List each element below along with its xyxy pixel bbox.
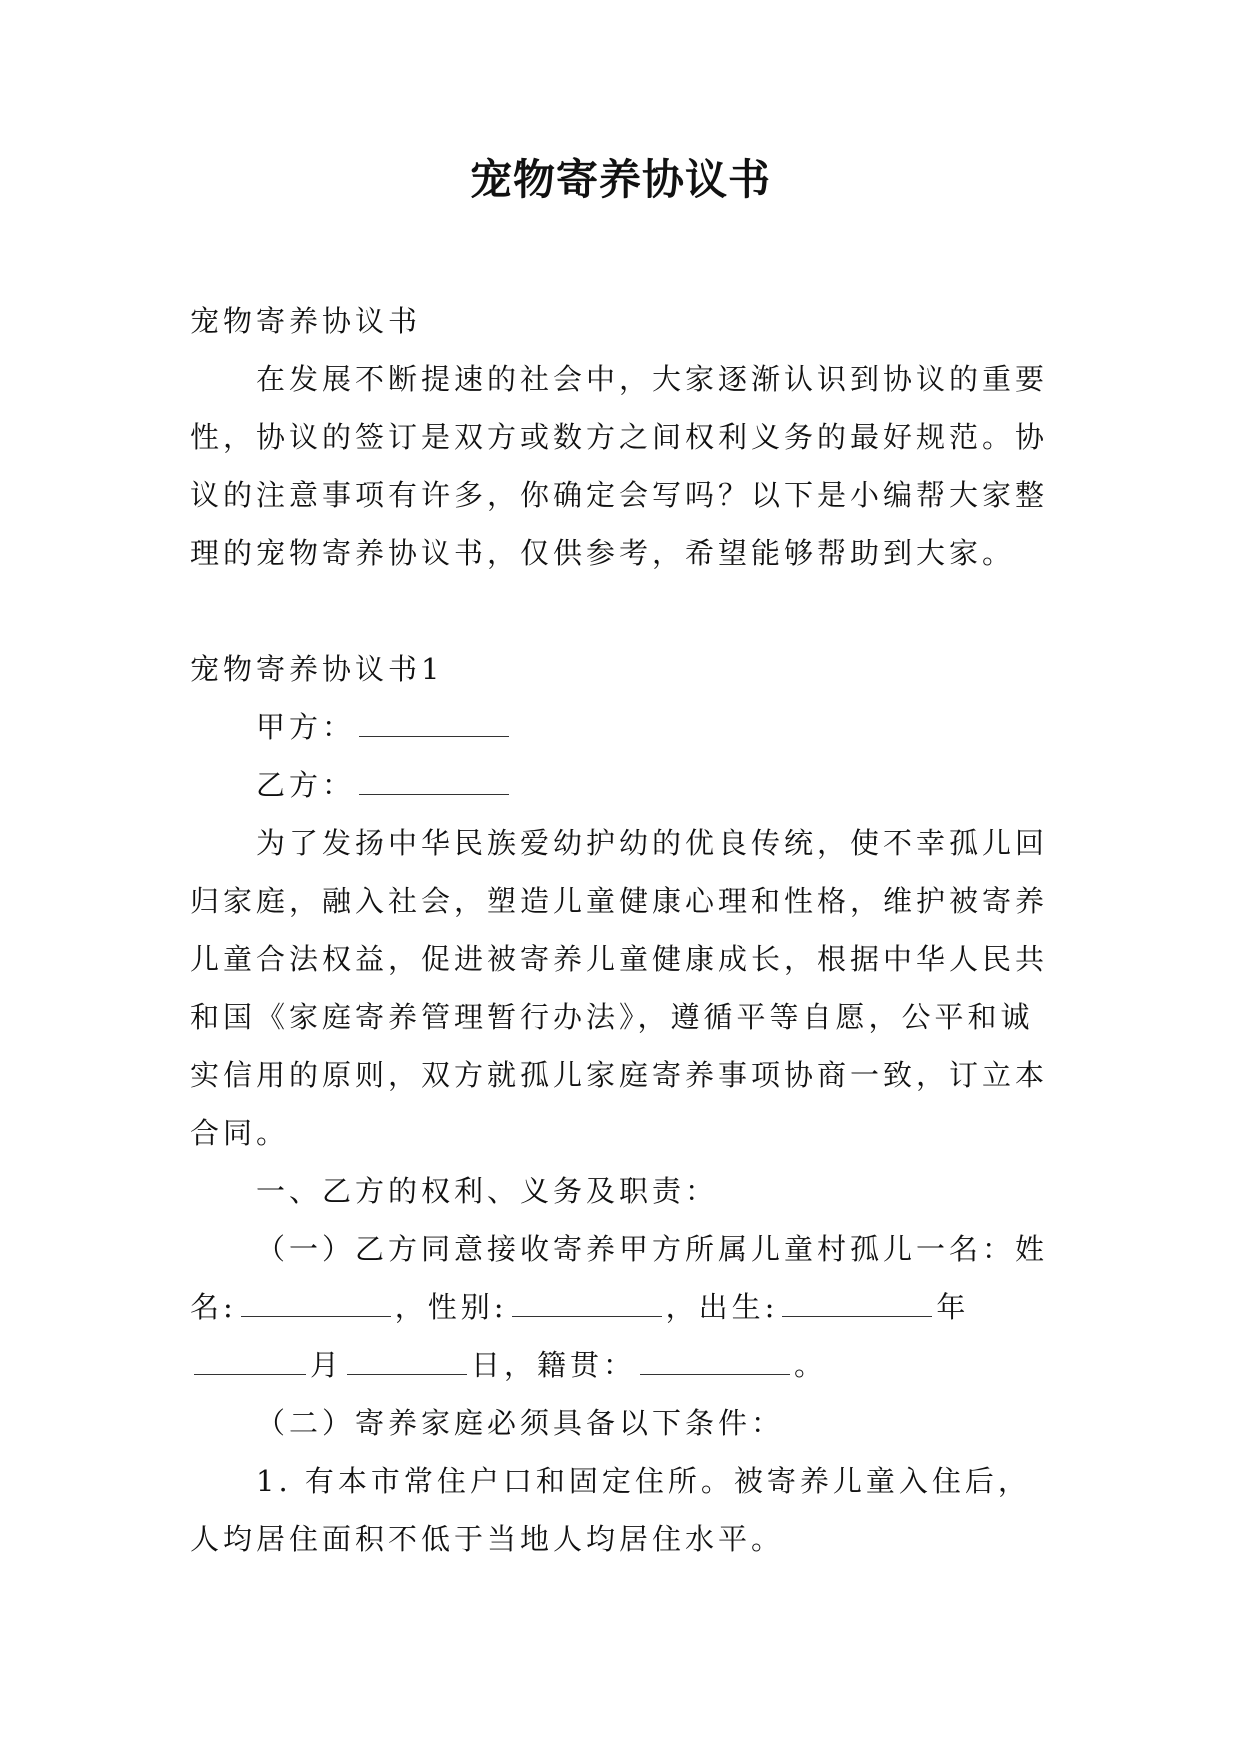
party-b-label: 乙方： [256, 768, 356, 802]
gender-label: ，性别: [394, 1290, 508, 1324]
party-b-blank [359, 770, 509, 795]
day-label: 日，籍贯： [471, 1348, 637, 1382]
section-heading: 宠物寄养协议书1 [190, 652, 444, 686]
paragraph-gap [190, 582, 1048, 640]
month-blank [194, 1350, 306, 1375]
clause-1-2-heading: （二）寄养家庭必须具备以下条件： [256, 1406, 785, 1440]
month-label: 月 [310, 1348, 344, 1382]
preamble-paragraph: 为了发扬中华民族爱幼护幼的优良传统，使不幸孤儿回归家庭，融入社会，塑造儿童健康心理和性格，维护被寄养儿童合法权益，促进被寄养儿童健康成长，根据中华人民共和国《家庭寄养管理暂行办法》，遵循平等自愿，公平和诚实信用的原则，双方就孤儿家庭寄养事项协商一致，订立本合同。 [190, 826, 1049, 1150]
gender-blank [512, 1292, 662, 1317]
intro-paragraph: 在发展不断提速的社会中，大家逐渐认识到协议的重要性，协议的签订是双方或数方之间权利义务的最好规范。协议的注意事项有许多，你确定会写吗？以下是小编帮大家整理的宠物寄养协议书，仅供参考，希望能够帮助到大家。 [190, 362, 1049, 570]
party-b-line [190, 756, 1048, 814]
party-a-label: 甲方： [256, 710, 356, 744]
document-body [190, 292, 1048, 1568]
clause-1-1-end: 。 [794, 1348, 828, 1382]
party-a-blank [359, 712, 509, 737]
year-label: 年 [936, 1290, 970, 1324]
party-a-line [190, 698, 1048, 756]
name-blank [241, 1292, 391, 1317]
birth-label: ，出生: [665, 1290, 779, 1324]
clause-1-1-lead: （一）乙方同意接收寄养甲方所属儿童村孤儿一名：姓名: [190, 1232, 1049, 1324]
document-subtitle: 宠物寄养协议书 [190, 304, 422, 338]
day-blank [347, 1350, 467, 1375]
origin-blank [640, 1350, 790, 1375]
clause-1-1-paragraph [190, 1220, 1048, 1394]
birth-blank [782, 1292, 932, 1317]
document-title: 宠物寄养协议书 [469, 155, 771, 204]
clause-1-heading: 一、乙方的权利、义务及职责： [256, 1174, 719, 1208]
item-1-paragraph: 1. 有本市常住户口和固定住所。被寄养儿童入住后，人均居住面积不低于当地人均居住水平。 [190, 1464, 1031, 1556]
